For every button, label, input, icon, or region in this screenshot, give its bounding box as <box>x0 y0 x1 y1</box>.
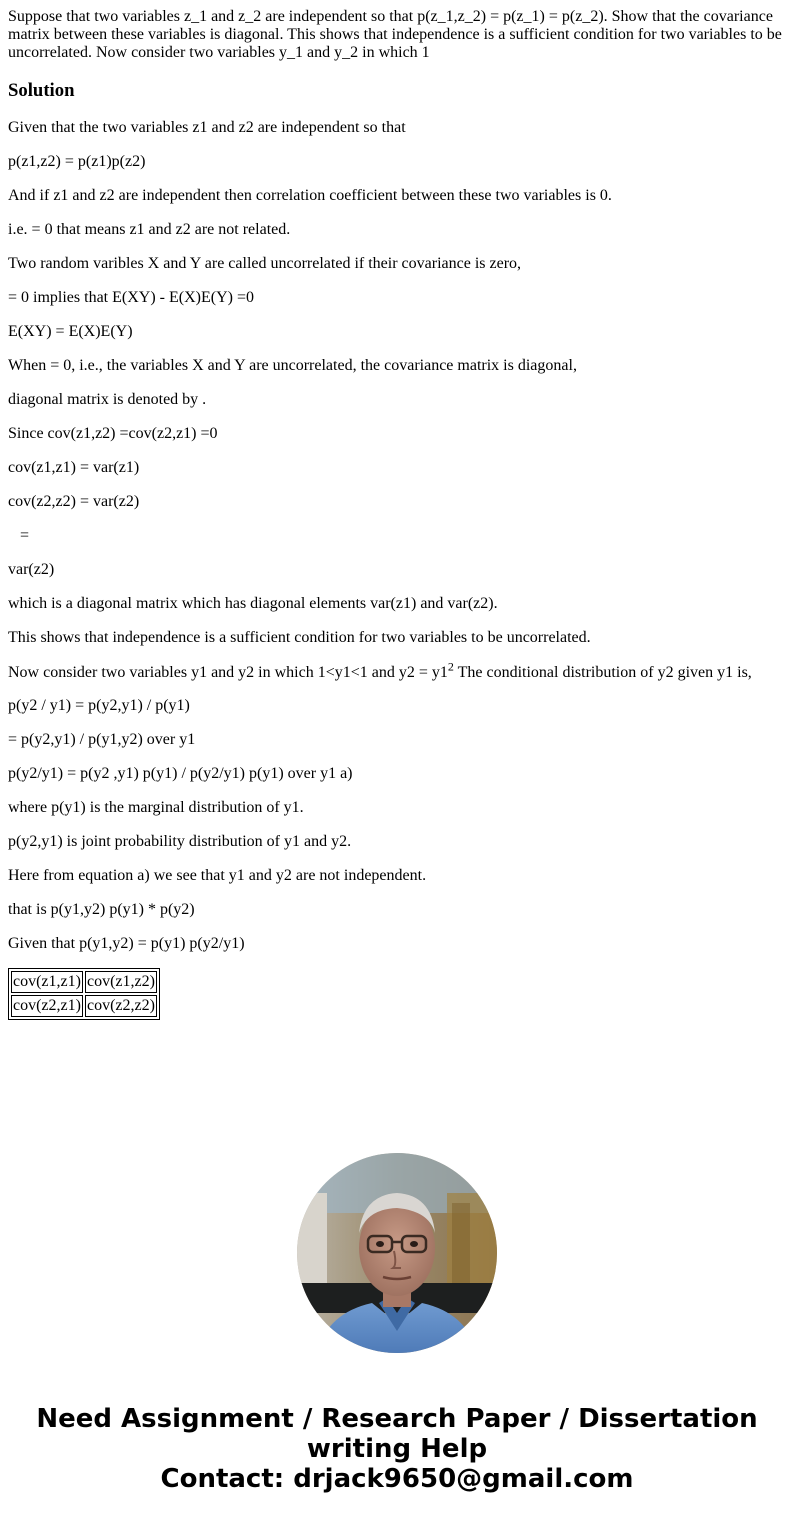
equals-sign: = <box>20 527 30 544</box>
solution-line: Two random varibles X and Y are called uncorrelated if their covariance is zero, <box>8 255 522 272</box>
promo-line: writing Help <box>306 1434 488 1464</box>
author-portrait-image <box>297 1153 497 1353</box>
solution-line: p(y2,y1) is joint probability distribution of y1 and y2. <box>8 833 352 850</box>
promo-line: Need Assignment / Research Paper / Dissertation <box>36 1404 758 1434</box>
solution-line: E(XY) = E(X)E(Y) <box>8 323 133 340</box>
solution-line: Given that p(y1,y2) = p(y1) p(y2/y1) <box>8 935 245 952</box>
solution-line: i.e. = 0 that means z1 and z2 are not related. <box>8 221 291 238</box>
solution-line: = 0 implies that E(XY) - E(X)E(Y) =0 <box>8 289 254 306</box>
solution-line: This shows that independence is a sufficient condition for two variables to be uncorrelated. <box>8 629 591 646</box>
solution-line: cov(z2,z2) = var(z2) <box>8 493 140 510</box>
table-cell: cov(z1,z2) <box>85 971 157 993</box>
author-avatar <box>297 1153 497 1353</box>
solution-heading: Solution <box>8 80 75 101</box>
contact-line: Contact: drjack9650@gmail.com <box>160 1464 634 1494</box>
solution-line: When = 0, i.e., the variables X and Y are uncorrelated, the covariance matrix is diagonal, <box>8 357 577 374</box>
solution-line: which is a diagonal matrix which has diagonal elements var(z1) and var(z2). <box>8 595 498 612</box>
solution-line: = p(y2,y1) / p(y1,y2) over y1 <box>8 731 196 748</box>
solution-line <box>8 527 786 545</box>
solution-line: p(z1,z2) = p(z1)p(z2) <box>8 153 146 170</box>
question-text: Suppose that two variables z_1 and z_2 are independent so that p(z_1,z_2) = p(z_1) = p(z_2). Show that the covariance matrix between these variables is diagonal. This shows that independence is a sufficient condition for two variables to be uncorrelated. Now consider two variables y_1 and y_2 in which 1 <box>8 8 782 61</box>
covariance-matrix-table <box>8 968 160 1020</box>
solution-line <box>8 659 786 683</box>
table-row <box>11 995 157 1017</box>
sup-line-before: Now consider two variables y1 and y2 in which 1<y1<1 and y2 = y1 <box>8 664 448 681</box>
solution-line: diagonal matrix is denoted by . <box>8 391 207 408</box>
solution-line: p(y2/y1) = p(y2 ,y1) p(y1) / p(y2/y1) p(y1) over y1 a) <box>8 765 353 782</box>
solution-line: Given that the two variables z1 and z2 are independent so that <box>8 119 406 136</box>
table-row <box>11 971 157 993</box>
superscript: 2 <box>447 659 454 674</box>
solution-line: cov(z1,z1) = var(z1) <box>8 459 140 476</box>
solution-line: And if z1 and z2 are independent then correlation coefficient between these two variables is 0. <box>8 187 612 204</box>
solution-line: p(y2 / y1) = p(y2,y1) / p(y1) <box>8 697 190 714</box>
table-cell: cov(z2,z2) <box>85 995 157 1017</box>
solution-line: var(z2) <box>8 561 55 578</box>
table-cell: cov(z2,z1) <box>11 995 83 1017</box>
table-cell: cov(z1,z1) <box>11 971 83 993</box>
promo-text <box>0 1404 794 1494</box>
sup-line-after: The conditional distribution of y2 given y1 is, <box>453 664 752 681</box>
solution-line: Here from equation a) we see that y1 and y2 are not independent. <box>8 867 427 884</box>
solution-line: that is p(y1,y2) p(y1) * p(y2) <box>8 901 195 918</box>
solution-line: where p(y1) is the marginal distribution of y1. <box>8 799 304 816</box>
promo-section <box>0 1153 794 1494</box>
solution-line: Since cov(z1,z2) =cov(z2,z1) =0 <box>8 425 218 442</box>
